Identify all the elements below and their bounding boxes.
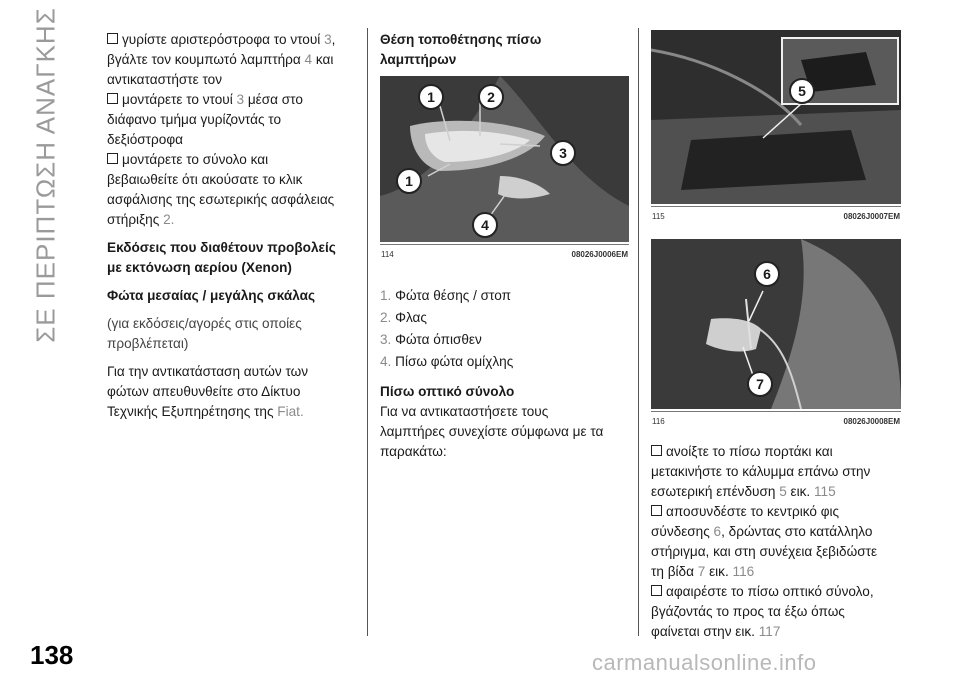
step-line: αφαιρέστε το πίσω οπτικό σύνολο,: [651, 582, 906, 602]
figure-114-tail-lights: [380, 76, 629, 242]
step-line: δεξιόστροφα: [107, 132, 184, 147]
step-line: μετακινήστε το κάλυμμα επάνω στην: [651, 464, 871, 479]
trunk-illustration: [651, 30, 901, 204]
step-line: αποσυνδέστε το κεντρικό φις: [651, 502, 906, 522]
body-line: παρακάτω:: [380, 444, 447, 459]
section-heading: Θέση τοποθέτησης πίσω: [380, 32, 542, 47]
figure-code: 08026J0006EM: [571, 250, 628, 259]
checkbox-icon: [107, 93, 118, 104]
body-line: Για να αντικαταστήσετε τους: [380, 404, 549, 419]
checkbox-icon: [651, 505, 662, 516]
step-line: βεβαιωθείτε ότι ακούσατε το κλικ: [107, 172, 303, 187]
step-line: βγάζοντάς το προς τα έξω όπως: [651, 604, 845, 619]
checkbox-icon: [107, 33, 118, 44]
figure-number: 116: [652, 417, 665, 426]
callout-5: 5: [789, 78, 815, 104]
figure-number: 114: [381, 250, 394, 259]
column-1: [107, 30, 362, 422]
step-line: μοντάρετε το σύνολο και: [107, 150, 362, 170]
checkbox-icon: [651, 445, 662, 456]
figure-code: 08026J0008EM: [843, 417, 900, 426]
step-line: μοντάρετε το ντουί 3 μέσα στο: [107, 90, 362, 110]
callout-6: 6: [754, 261, 780, 287]
step-line: τη βίδα 7 εικ. 116: [651, 564, 755, 579]
step-line: ασφάλισης της εσωτερικής ασφάλειας: [107, 192, 335, 207]
callout-1: 1: [396, 168, 422, 194]
step-line: στήριγμα, και στη συνέχεια ξεβιδώστε: [651, 544, 878, 559]
callout-7: 7: [747, 371, 773, 397]
step-line: αντικαταστήστε τον: [107, 72, 223, 87]
list-item: 2. Φλας: [380, 310, 427, 325]
step-line: εσωτερική επένδυση 5 εικ. 115: [651, 484, 836, 499]
section-heading: με εκτόνωση αερίου (Xenon): [107, 260, 292, 275]
page-number: 138: [30, 640, 74, 670]
checkbox-icon: [651, 585, 662, 596]
side-section-title: ΣΕ ΠΕΡΙΠΤΩΣΗ ΑΝΑΓΚΗΣ: [30, 7, 61, 343]
section-heading: Εκδόσεις που διαθέτουν προβολείς: [107, 240, 336, 255]
list-item: 3. Φώτα όπισθεν: [380, 332, 482, 347]
step-line: βγάλτε τον κουμπωτό λαμπτήρα 4 και: [107, 52, 334, 67]
figure-115-trunk: [651, 30, 901, 204]
step-line: ανοίξτε το πίσω πορτάκι και: [651, 442, 906, 462]
body-line: φώτων απευθυνθείτε στο Δίκτυο: [107, 384, 301, 399]
section-heading: Πίσω οπτικό σύνολο: [380, 384, 515, 399]
figure-caption-rule: [651, 411, 901, 412]
figure-number: 115: [652, 212, 665, 221]
step-line: στήριξης 2.: [107, 212, 175, 227]
figure-code: 08026J0007EM: [843, 212, 900, 221]
column-3-text: [651, 442, 906, 642]
body-line: Τεχνικής Εξυπηρέτησης της Fiat.: [107, 404, 304, 419]
subsection-heading: Φώτα μεσαίας / μεγάλης σκάλας: [107, 288, 316, 303]
column-divider: [367, 28, 368, 636]
list-item: 1. Φώτα θέσης / στοπ: [380, 288, 511, 303]
callout-4: 4: [472, 212, 498, 238]
note-line: (για εκδόσεις/αγορές στις οποίες: [107, 316, 302, 331]
checkbox-icon: [107, 153, 118, 164]
column-2-lower: [380, 286, 630, 462]
callout-3: 3: [550, 140, 576, 166]
list-item: 4. Πίσω φώτα ομίχλης: [380, 354, 514, 369]
callout-2: 2: [478, 84, 504, 110]
section-heading: λαμπτήρων: [380, 52, 457, 67]
rear-light-illustration: [380, 76, 629, 242]
step-line: σύνδεσης 6, δρώντας στο κατάλληλο: [651, 524, 873, 539]
step-line: διάφανο τμήμα γυρίζοντάς το: [107, 112, 282, 127]
figure-116-connector: [651, 239, 901, 409]
body-line: Για την αντικατάσταση αυτών των: [107, 364, 309, 379]
step-line: φαίνεται στην εικ. 117: [651, 624, 781, 639]
note-line: προβλέπεται): [107, 336, 189, 351]
watermark: carmanualsonline.info: [592, 650, 817, 675]
figure-caption-rule: [651, 206, 901, 207]
column-divider: [638, 28, 639, 636]
figure-caption-rule: [380, 244, 629, 245]
callout-1: 1: [418, 84, 444, 110]
column-2: [380, 30, 630, 70]
body-line: λαμπτήρες συνεχίστε σύμφωνα με τα: [380, 424, 604, 439]
step-line: γυρίστε αριστερόστροφα το ντουί 3,: [107, 30, 362, 50]
